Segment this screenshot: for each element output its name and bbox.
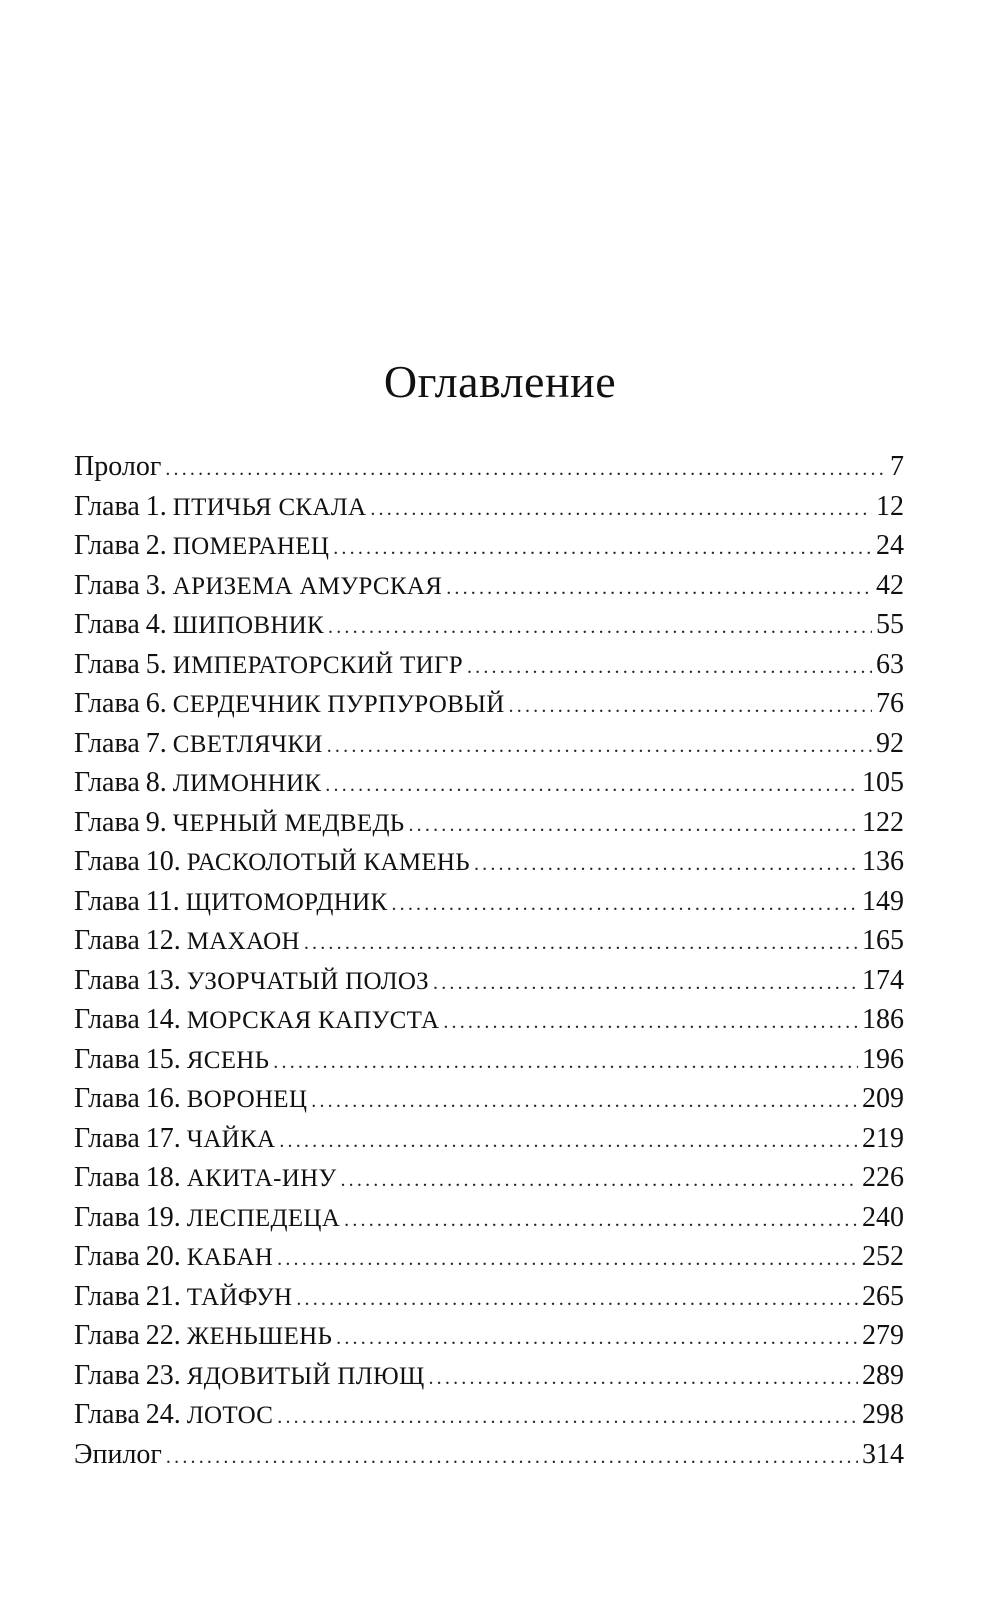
toc-entry[interactable] xyxy=(74,1198,904,1238)
entry-number: 6. xyxy=(145,688,167,719)
entry-page: 42 xyxy=(876,569,904,601)
dot-leader xyxy=(370,490,872,530)
entry-number: 3. xyxy=(145,569,167,601)
entry-number: 5. xyxy=(145,648,167,680)
entry-page: 174 xyxy=(862,964,904,996)
toc-entry[interactable] xyxy=(74,921,904,961)
entry-title: РАСКОЛОТЫЙ КАМЕНЬ xyxy=(186,849,470,876)
entry-label: Глава xyxy=(74,1280,140,1312)
dot-leader xyxy=(467,648,872,688)
entry-page: 196 xyxy=(862,1043,904,1075)
entry-page: 265 xyxy=(862,1280,904,1312)
entry-title: ПОМЕРАНЕЦ xyxy=(172,533,330,560)
entry-number: 11. xyxy=(145,885,180,917)
entry-label: Глава xyxy=(74,609,140,640)
toc-entry[interactable] xyxy=(74,1158,904,1198)
toc-entry[interactable] xyxy=(74,526,904,566)
entry-page: 165 xyxy=(862,925,904,956)
page-title: Оглавление xyxy=(383,356,617,407)
toc-entry[interactable] xyxy=(74,1316,904,1356)
entry-title: ВОРОНЕЦ xyxy=(186,1086,308,1113)
entry-page: 314 xyxy=(862,1438,904,1470)
entry-number: 2. xyxy=(145,530,167,561)
entry-page: 149 xyxy=(862,885,904,917)
entry-title: ИМПЕРАТОРСКИЙ ТИГР xyxy=(172,651,463,679)
entry-label: Глава xyxy=(74,490,140,522)
entry-page: 136 xyxy=(862,846,904,877)
entry-label: Глава xyxy=(74,1122,140,1154)
dot-leader xyxy=(509,687,872,727)
entry-number: 16. xyxy=(145,1083,181,1114)
entry-page: 55 xyxy=(876,609,904,640)
toc-entry[interactable] xyxy=(74,566,904,606)
dot-leader xyxy=(474,845,858,885)
entry-number: 1. xyxy=(145,490,167,522)
entry-label: Глава xyxy=(74,1359,140,1391)
entry-number: 19. xyxy=(145,1201,181,1233)
toc-entry[interactable] xyxy=(74,961,904,1001)
entry-label: Эпилог xyxy=(74,1438,162,1470)
entry-number: 17. xyxy=(145,1122,181,1154)
toc-entry[interactable] xyxy=(74,1237,904,1277)
entry-page: 209 xyxy=(862,1083,904,1114)
dot-leader xyxy=(304,924,858,964)
toc-entry[interactable] xyxy=(74,763,904,803)
toc-entry[interactable] xyxy=(74,724,904,764)
entry-label: Глава xyxy=(74,925,140,956)
entry-title: ЖЕНЬШЕНЬ xyxy=(186,1323,333,1350)
toc-entry[interactable] xyxy=(74,1079,904,1119)
entry-label: Глава xyxy=(74,1162,140,1193)
entry-page: 7 xyxy=(890,451,904,482)
dot-leader xyxy=(391,885,858,925)
entry-label: Глава xyxy=(74,648,140,680)
entry-title: ТАЙФУН xyxy=(186,1283,293,1311)
dot-leader xyxy=(277,1398,858,1438)
entry-number: 22. xyxy=(145,1320,181,1351)
entry-title: СЕРДЕЧНИК ПУРПУРОВЫЙ xyxy=(172,691,505,718)
entry-number: 10. xyxy=(145,846,181,877)
entry-number: 24. xyxy=(145,1399,181,1430)
entry-page: 252 xyxy=(862,1241,904,1272)
entry-page: 186 xyxy=(862,1004,904,1035)
entry-page: 289 xyxy=(862,1359,904,1391)
entry-page: 76 xyxy=(876,688,904,719)
entry-title: СВЕТЛЯЧКИ xyxy=(172,730,323,758)
entry-page: 219 xyxy=(862,1122,904,1154)
dot-leader xyxy=(296,1280,858,1320)
toc-entry[interactable] xyxy=(74,882,904,922)
dot-leader xyxy=(277,1240,858,1280)
toc-entry[interactable] xyxy=(74,1119,904,1159)
entry-title: КАБАН xyxy=(186,1244,274,1271)
entry-label: Глава xyxy=(74,688,140,719)
dot-leader xyxy=(273,1043,858,1083)
entry-title: АРИЗЕМА АМУРСКАЯ xyxy=(172,572,443,600)
entry-number: 4. xyxy=(145,609,167,640)
toc-entry[interactable] xyxy=(74,1356,904,1396)
entry-page: 105 xyxy=(862,767,904,798)
dot-leader xyxy=(336,1319,858,1359)
dot-leader xyxy=(443,1003,858,1043)
entry-number: 9. xyxy=(145,806,167,838)
entry-number: 14. xyxy=(145,1004,181,1035)
entry-page: 279 xyxy=(862,1320,904,1351)
entry-page: 122 xyxy=(862,806,904,838)
entry-label: Глава xyxy=(74,1004,140,1035)
entry-number: 12. xyxy=(145,925,181,956)
dot-leader xyxy=(311,1082,858,1122)
entry-label: Глава xyxy=(74,806,140,838)
toc-entry[interactable] xyxy=(74,684,904,724)
toc-entry[interactable] xyxy=(74,803,904,843)
dot-leader xyxy=(344,1201,858,1241)
entry-title: ШИПОВНИК xyxy=(172,612,325,639)
dot-leader xyxy=(340,1161,858,1201)
entry-page: 92 xyxy=(876,727,904,759)
entry-label: Глава xyxy=(74,964,140,996)
entry-title: МОРСКАЯ КАПУСТА xyxy=(186,1007,440,1034)
entry-label: Глава xyxy=(74,1241,140,1272)
entry-label: Глава xyxy=(74,1083,140,1114)
entry-label: Глава xyxy=(74,846,140,877)
entry-page: 298 xyxy=(862,1399,904,1430)
entry-title: ЧАЙКА xyxy=(186,1125,276,1153)
entry-number: 13. xyxy=(145,964,181,996)
entry-number: 23. xyxy=(145,1359,181,1391)
entry-title: ЛИМОННИК xyxy=(172,770,322,797)
entry-title: ЧЕРНЫЙ МЕДВЕДЬ xyxy=(172,809,405,837)
toc-entry[interactable] xyxy=(74,1395,904,1435)
dot-leader xyxy=(327,727,872,767)
dot-leader xyxy=(428,1359,858,1399)
entry-page: 240 xyxy=(862,1201,904,1233)
entry-number: 18. xyxy=(145,1162,181,1193)
entry-label: Глава xyxy=(74,530,140,561)
dot-leader xyxy=(165,450,886,490)
entry-title: ЛОТОС xyxy=(186,1402,274,1429)
entry-label: Глава xyxy=(74,885,140,917)
entry-label: Пролог xyxy=(74,451,162,482)
dot-leader xyxy=(408,806,858,846)
dot-leader xyxy=(433,964,858,1004)
toc-entry[interactable] xyxy=(74,447,904,487)
entry-title: ЯДОВИТЫЙ ПЛЮЩ xyxy=(186,1362,425,1390)
entry-title: АКИТА-ИНУ xyxy=(186,1165,337,1192)
toc-entry[interactable] xyxy=(74,842,904,882)
toc-entry[interactable] xyxy=(74,1277,904,1317)
entry-number: 21. xyxy=(145,1280,181,1312)
entry-label: Глава xyxy=(74,1043,140,1075)
toc-list xyxy=(74,447,904,1474)
entry-title: ЛЕСПЕДЕЦА xyxy=(186,1204,341,1232)
entry-title: ПТИЧЬЯ СКАЛА xyxy=(172,493,367,521)
entry-title: МАХАОН xyxy=(186,928,300,955)
entry-label: Глава xyxy=(74,767,140,798)
toc-entry[interactable] xyxy=(74,605,904,645)
entry-number: 15. xyxy=(145,1043,181,1075)
entry-title: ЯСЕНЬ xyxy=(186,1046,270,1074)
toc-entry[interactable] xyxy=(74,487,904,527)
entry-page: 63 xyxy=(876,648,904,680)
dot-leader xyxy=(166,1438,858,1478)
entry-number: 20. xyxy=(145,1241,181,1272)
entry-page: 226 xyxy=(862,1162,904,1193)
dot-leader xyxy=(279,1122,858,1162)
toc-entry[interactable] xyxy=(74,1000,904,1040)
dot-leader xyxy=(446,569,872,609)
entry-title: УЗОРЧАТЫЙ ПОЛОЗ xyxy=(186,967,429,995)
dot-leader xyxy=(328,608,872,648)
entry-label: Глава xyxy=(74,1399,140,1430)
entry-page: 12 xyxy=(876,490,904,522)
dot-leader xyxy=(333,529,872,569)
entry-title: ЩИТОМОРДНИК xyxy=(185,888,388,916)
entry-number: 8. xyxy=(145,767,167,798)
entry-label: Глава xyxy=(74,569,140,601)
entry-label: Глава xyxy=(74,727,140,759)
entry-page: 24 xyxy=(876,530,904,561)
entry-label: Глава xyxy=(74,1201,140,1233)
toc-entry[interactable] xyxy=(74,645,904,685)
entry-number: 7. xyxy=(145,727,167,759)
toc-entry[interactable] xyxy=(74,1040,904,1080)
dot-leader xyxy=(325,766,858,806)
entry-label: Глава xyxy=(74,1320,140,1351)
toc-entry[interactable] xyxy=(74,1435,904,1475)
